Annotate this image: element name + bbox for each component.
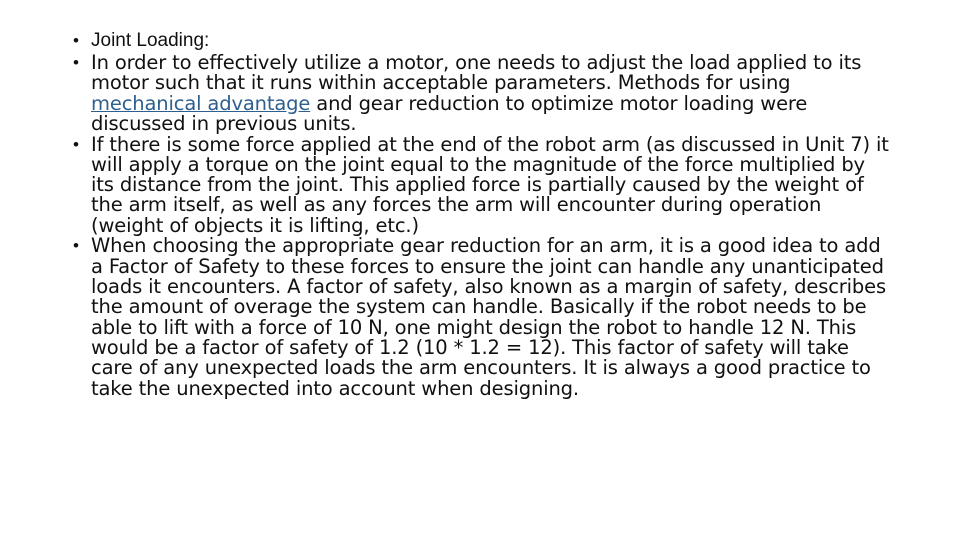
- bullet-marker: •: [73, 236, 79, 256]
- bullet-marker: •: [73, 31, 79, 50]
- bullet-text-part: In order to effectively utilize a motor, one needs to adjust the load applied to its motor such that it runs within acceptable parameters. Methods for using: [91, 51, 862, 95]
- bullet-text: If there is some force applied at the end of the robot arm (as discussed in Unit 7) it will apply a torque on the joint equal to the magnitude of the force multiplied by its distance from the joint. This applied force is partially caused by the weight of the arm itself, as well as any forces the arm will encounter during operation (weight of objects it is lifting, etc.): [91, 132, 889, 237]
- bullet-list: [73, 30, 893, 399]
- bullet-factor-of-safety: [73, 236, 893, 398]
- bullet-motor-loading: [73, 53, 893, 134]
- bullet-heading: [73, 30, 893, 52]
- heading-text: Joint Loading:: [91, 30, 210, 51]
- bullet-marker: •: [73, 134, 79, 154]
- bullet-marker: •: [73, 53, 79, 72]
- bullet-torque: [73, 132, 893, 237]
- mechanical-advantage-link[interactable]: mechanical advantage: [91, 91, 311, 115]
- bullet-text: When choosing the appropriate gear reduction for an arm, it is a good idea to add a Factor of Safety to these forces to ensure the joint can handle any unanticipated loads it encounters. A factor of safety, also known as a margin of safety, describes the amount of overage the system can handle. Basically if the robot needs to be able to lift with a force of 10 N, one might design the robot to handle 12 N. This would be a factor of safety of 1.2 (10 * 1.2 = 12). This factor of safety will take care of any unexpected loads the arm encounters. It is always a good practice to take the unexpected into account when designing.: [91, 234, 886, 400]
- bullet-text-part: and gear reduction to optimize motor loading were discussed in previous units.: [91, 91, 808, 135]
